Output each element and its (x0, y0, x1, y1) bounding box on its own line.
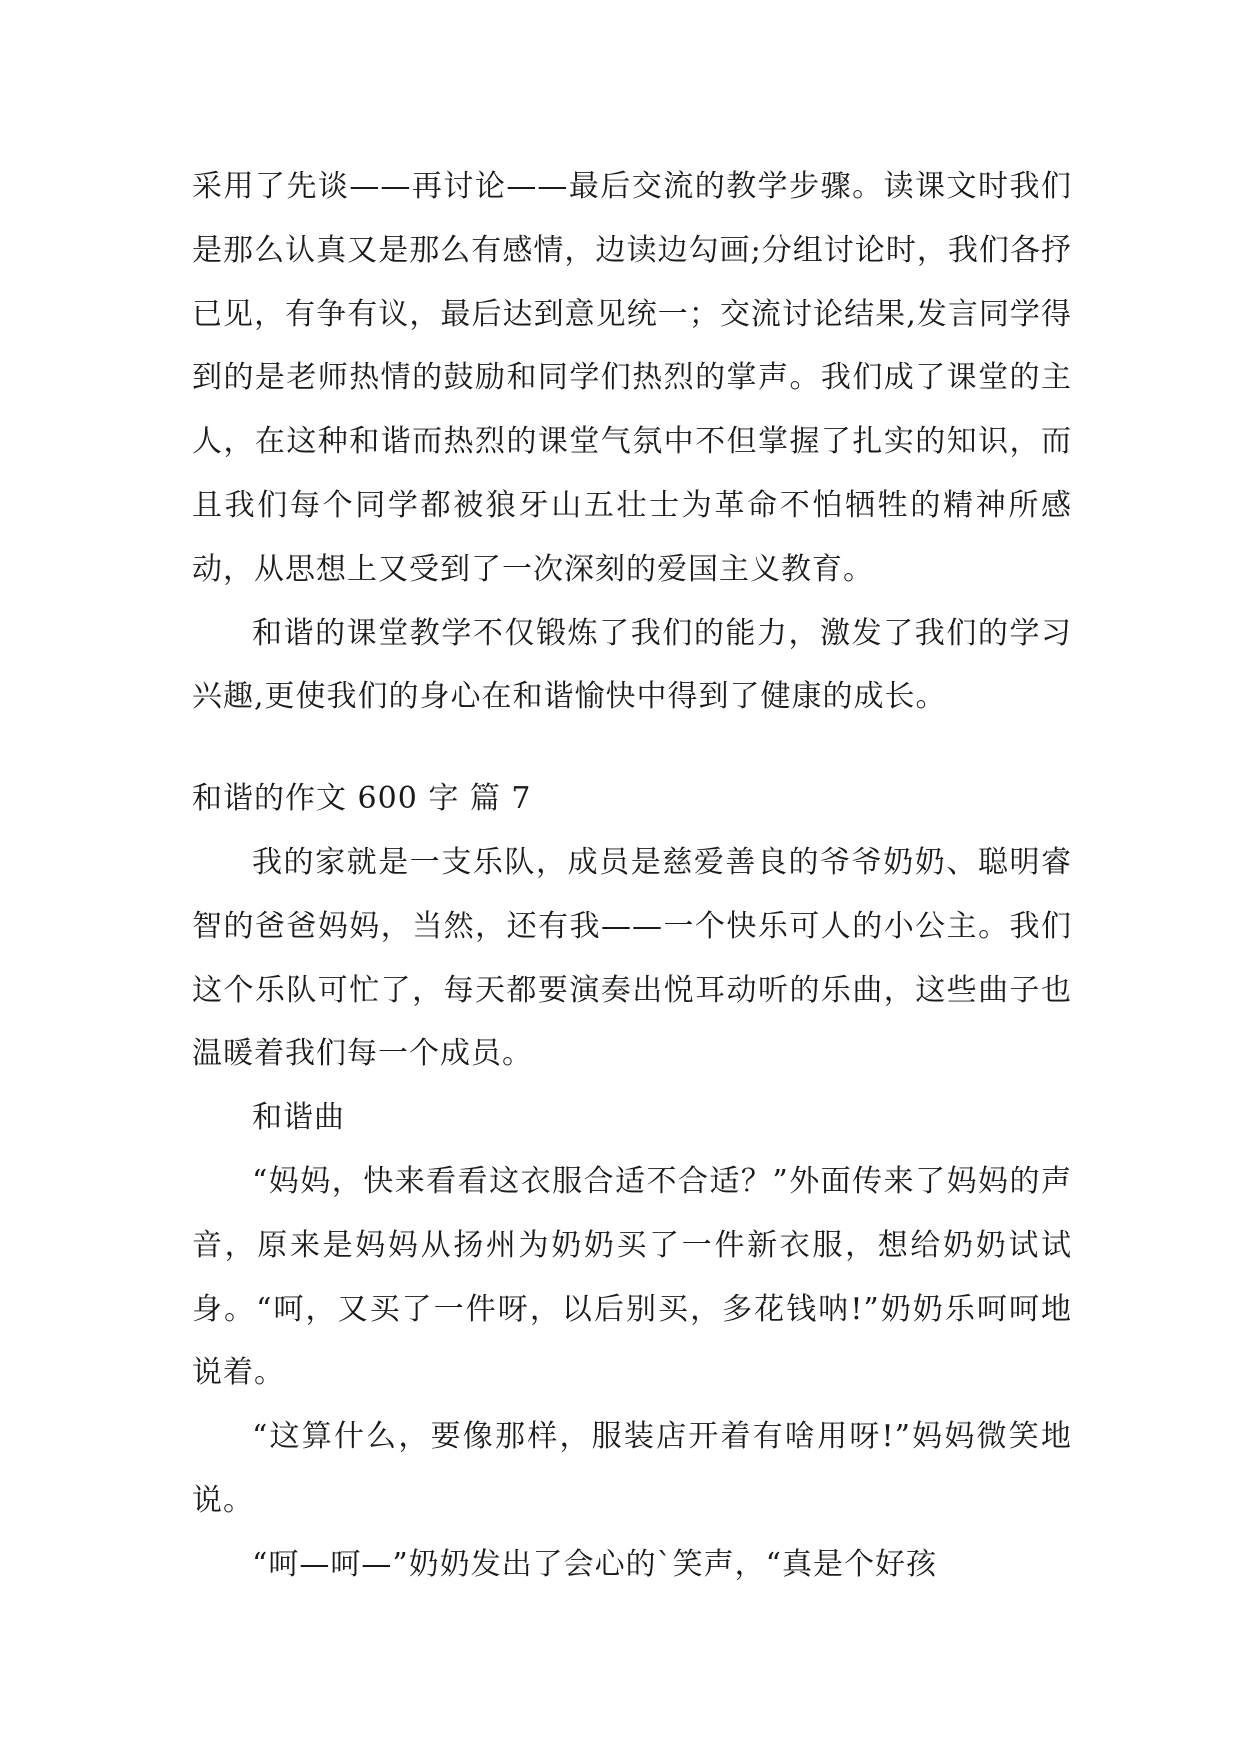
paragraph: 和谐曲 (252, 1100, 345, 1136)
paragraph: “这算什么，要像那样，服装店开着有啥用呀!”妈妈微笑地说。 (192, 1419, 1072, 1518)
paragraph: “妈妈，快来看看这衣服合适不合适？”外面传来了妈妈的声音，原来是妈妈从扬州为奶奶买了一件新衣服，想给奶奶试试身。“呵，又买了一件呀，以后别买，多花钱呐!”奶奶乐呵呵地说着。 (192, 1163, 1072, 1391)
paragraph: “呵—呵—”奶奶发出了会心的`笑声，“真是个好孩 (252, 1546, 938, 1582)
text-column (192, 155, 1072, 1597)
section-heading: 和谐的作文 600 字 篇 7 (192, 781, 532, 817)
paragraph: 我的家就是一支乐队，成员是慈爱善良的爷爷奶奶、聪明睿智的爸爸妈妈，当然，还有我——一个快乐可人的小公主。我们这个乐队可忙了，每天都要演奏出悦耳动听的乐曲，这些曲子也温暖着我们每一个成员。 (192, 844, 1072, 1072)
paragraph: 采用了先谈——再讨论——最后交流的教学步骤。读课文时我们是那么认真又是那么有感情，边读边勾画;分组讨论时，我们各抒已见，有争有议，最后达到意见统一；交流讨论结果,发言同学得到的是老师热情的鼓励和同学们热烈的掌声。我们成了课堂的主人，在这种和谐而热烈的课堂气氛中不但掌握了扎实的知识，而且我们每个同学都被狼牙山五壮士为革命不怕牺牲的精神所感动，从思想上又受到了一次深刻的爱国主义教育。 (192, 169, 1072, 587)
paragraph: 和谐的课堂教学不仅锻炼了我们的能力，激发了我们的学习兴趣,更使我们的身心在和谐愉快中得到了健康的成长。 (192, 615, 1072, 715)
